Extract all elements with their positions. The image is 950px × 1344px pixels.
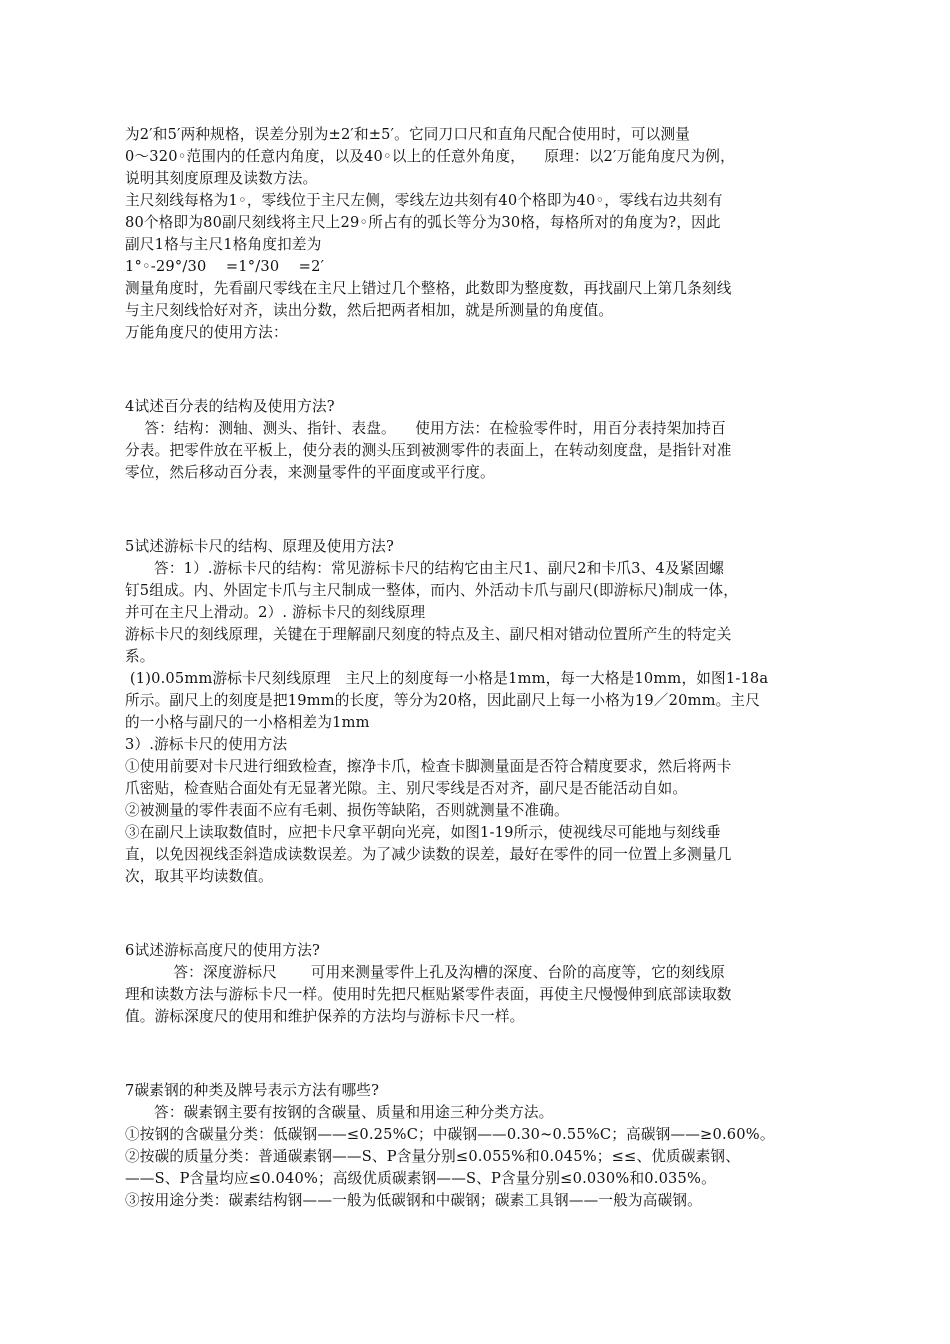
question-title: 5试述游标卡尺的结构、原理及使用方法? xyxy=(125,538,395,555)
text-line: 1°◦-29°/30 =1°/30 =2′ xyxy=(125,258,325,275)
text-line: 为2′和5′两种规格，误差分别为±2′和±5′。它同刀口尺和直角尺配合使用时，可以测量 xyxy=(125,126,691,143)
question-5-section xyxy=(125,536,830,888)
text-line: 0～320◦范围内的任意内角度，以及40◦以上的任意外角度， 原理：以2′万能角度尺为例， xyxy=(125,148,735,165)
text-line: 值。游标深度尺的使用和维护保养的方法均与游标卡尺一样。 xyxy=(125,1008,525,1025)
text-line: 所示。副尺上的刻度是把19mm的长度，等分为20格，因此副尺上每一小格为19／20mm。主尺 xyxy=(125,692,761,709)
question-title: 4试述百分表的结构及使用方法? xyxy=(125,398,335,415)
text-line: 答：结构：测轴、测头、指针、表盘。 使用方法：在检验零件时，用百分表持架加持百 xyxy=(125,420,726,437)
text-line: 3）.游标卡尺的使用方法 xyxy=(125,736,288,753)
text-line: ——S、P含量均应≤0.040%；高级优质碳素钢——S、P含量分别≤0.030%和0.035%。 xyxy=(125,1170,716,1187)
text-line: ②按碳的质量分类：普通碳素钢——S、P含量分别≤0.055%和0.045%；≤≤、优质碳素钢、 xyxy=(125,1148,741,1165)
text-line: 答：深度游标尺 可用来测量零件上孔及沟槽的深度、台阶的高度等，它的刻线原 xyxy=(125,964,726,981)
text-line: 答：碳素钢主要有按钢的含碳量、质量和用途三种分类方法。 xyxy=(125,1104,554,1121)
text-line: 主尺刻线每格为1◦，零线位于主尺左侧，零线左边共刻有40个格即为40◦，零线右边共刻有 xyxy=(125,192,723,209)
text-line: (1)0.05mm游标卡尺刻线原理 主尺上的刻度每一小格是1mm，每一大格是10mm，如图1-18a xyxy=(125,670,769,687)
text-line: ①使用前要对卡尺进行细致检查，擦净卡爪，检查卡脚测量面是否符合精度要求，然后将两卡 xyxy=(125,758,732,775)
text-line: ②被测量的零件表面不应有毛刺、损伤等缺陷，否则就测量不准确。 xyxy=(125,802,569,819)
text-line: 并可在主尺上滑动。2）. 游标卡尺的刻线原理 xyxy=(125,604,426,621)
question-title: 7碳素钢的种类及牌号表示方法有哪些? xyxy=(125,1082,380,1099)
text-line: ①按钢的含碳量分类：低碳钢——≤0.25%C；中碳钢——0.30~0.55%C；高碳钢——≥0.60%。 xyxy=(125,1126,775,1143)
text-line: 游标卡尺的刻线原理，关键在于理解副尺刻度的特点及主、副尺相对错动位置所产生的特定关 xyxy=(125,626,732,643)
text-line: 爪密贴，检查贴合面处有无显著光隙。主、别尺零线是否对齐，副尺是否能活动自如。 xyxy=(125,780,688,797)
text-line: 零位，然后移动百分表，来测量零件的平面度或平行度。 xyxy=(125,464,495,481)
question-title: 6试述游标高度尺的使用方法? xyxy=(125,942,321,959)
text-line: 测量角度时，先看副尺零线在主尺上错过几个整格，此数即为整度数，再找副尺上第几条刻线 xyxy=(125,280,732,297)
text-line: 直，以免因视线歪斜造成读数误差。为了减少读数的误差，最好在零件的同一位置上多测量几 xyxy=(125,846,732,863)
document-page xyxy=(125,124,830,1212)
text-line: 理和读数方法与游标卡尺一样。使用时先把尺框贴紧零件表面，再使主尺慢慢伸到底部读取数 xyxy=(125,986,732,1003)
text-line: 副尺1格与主尺1格角度扣差为 xyxy=(125,236,322,253)
text-line: 系。 xyxy=(125,648,155,665)
question-4-section xyxy=(125,396,830,484)
intro-section xyxy=(125,124,830,344)
text-line: 分表。把零件放在平板上，使分表的测头压到被测零件的表面上，在转动刻度盘，是指针对准 xyxy=(125,442,732,459)
question-7-section xyxy=(125,1080,830,1212)
text-line: 80个格即为80副尺刻线将主尺上29◦所占有的弧长等分为30格，每格所对的角度为?，因此 xyxy=(125,214,721,231)
question-6-section xyxy=(125,940,830,1028)
text-line: ③在副尺上读取数值时，应把卡尺拿平朝向光亮，如图1-19所示，使视线尽可能地与刻线垂 xyxy=(125,824,721,841)
text-line: 说明其刻度原理及读数方法。 xyxy=(125,170,318,187)
text-line: 的一小格与副尺的一小格相差为1mm xyxy=(125,714,370,731)
text-line: 万能角度尺的使用方法： xyxy=(125,324,288,341)
text-line: ③按用途分类：碳素结构钢——一般为低碳钢和中碳钢；碳素工具钢——一般为高碳钢。 xyxy=(125,1192,702,1209)
text-line: 次，取其平均读数值。 xyxy=(125,868,273,885)
text-line: 答：1）.游标卡尺的结构：常见游标卡尺的结构它由主尺1、副尺2和卡爪3、4及紧固螺 xyxy=(125,560,725,577)
text-line: 钉5组成。内、外固定卡爪与主尺制成一整体，而内、外活动卡爪与副尺(即游标尺)制成一体， xyxy=(125,582,739,599)
text-line: 与主尺刻线恰好对齐，读出分数，然后把两者相加，就是所测量的角度值。 xyxy=(125,302,614,319)
